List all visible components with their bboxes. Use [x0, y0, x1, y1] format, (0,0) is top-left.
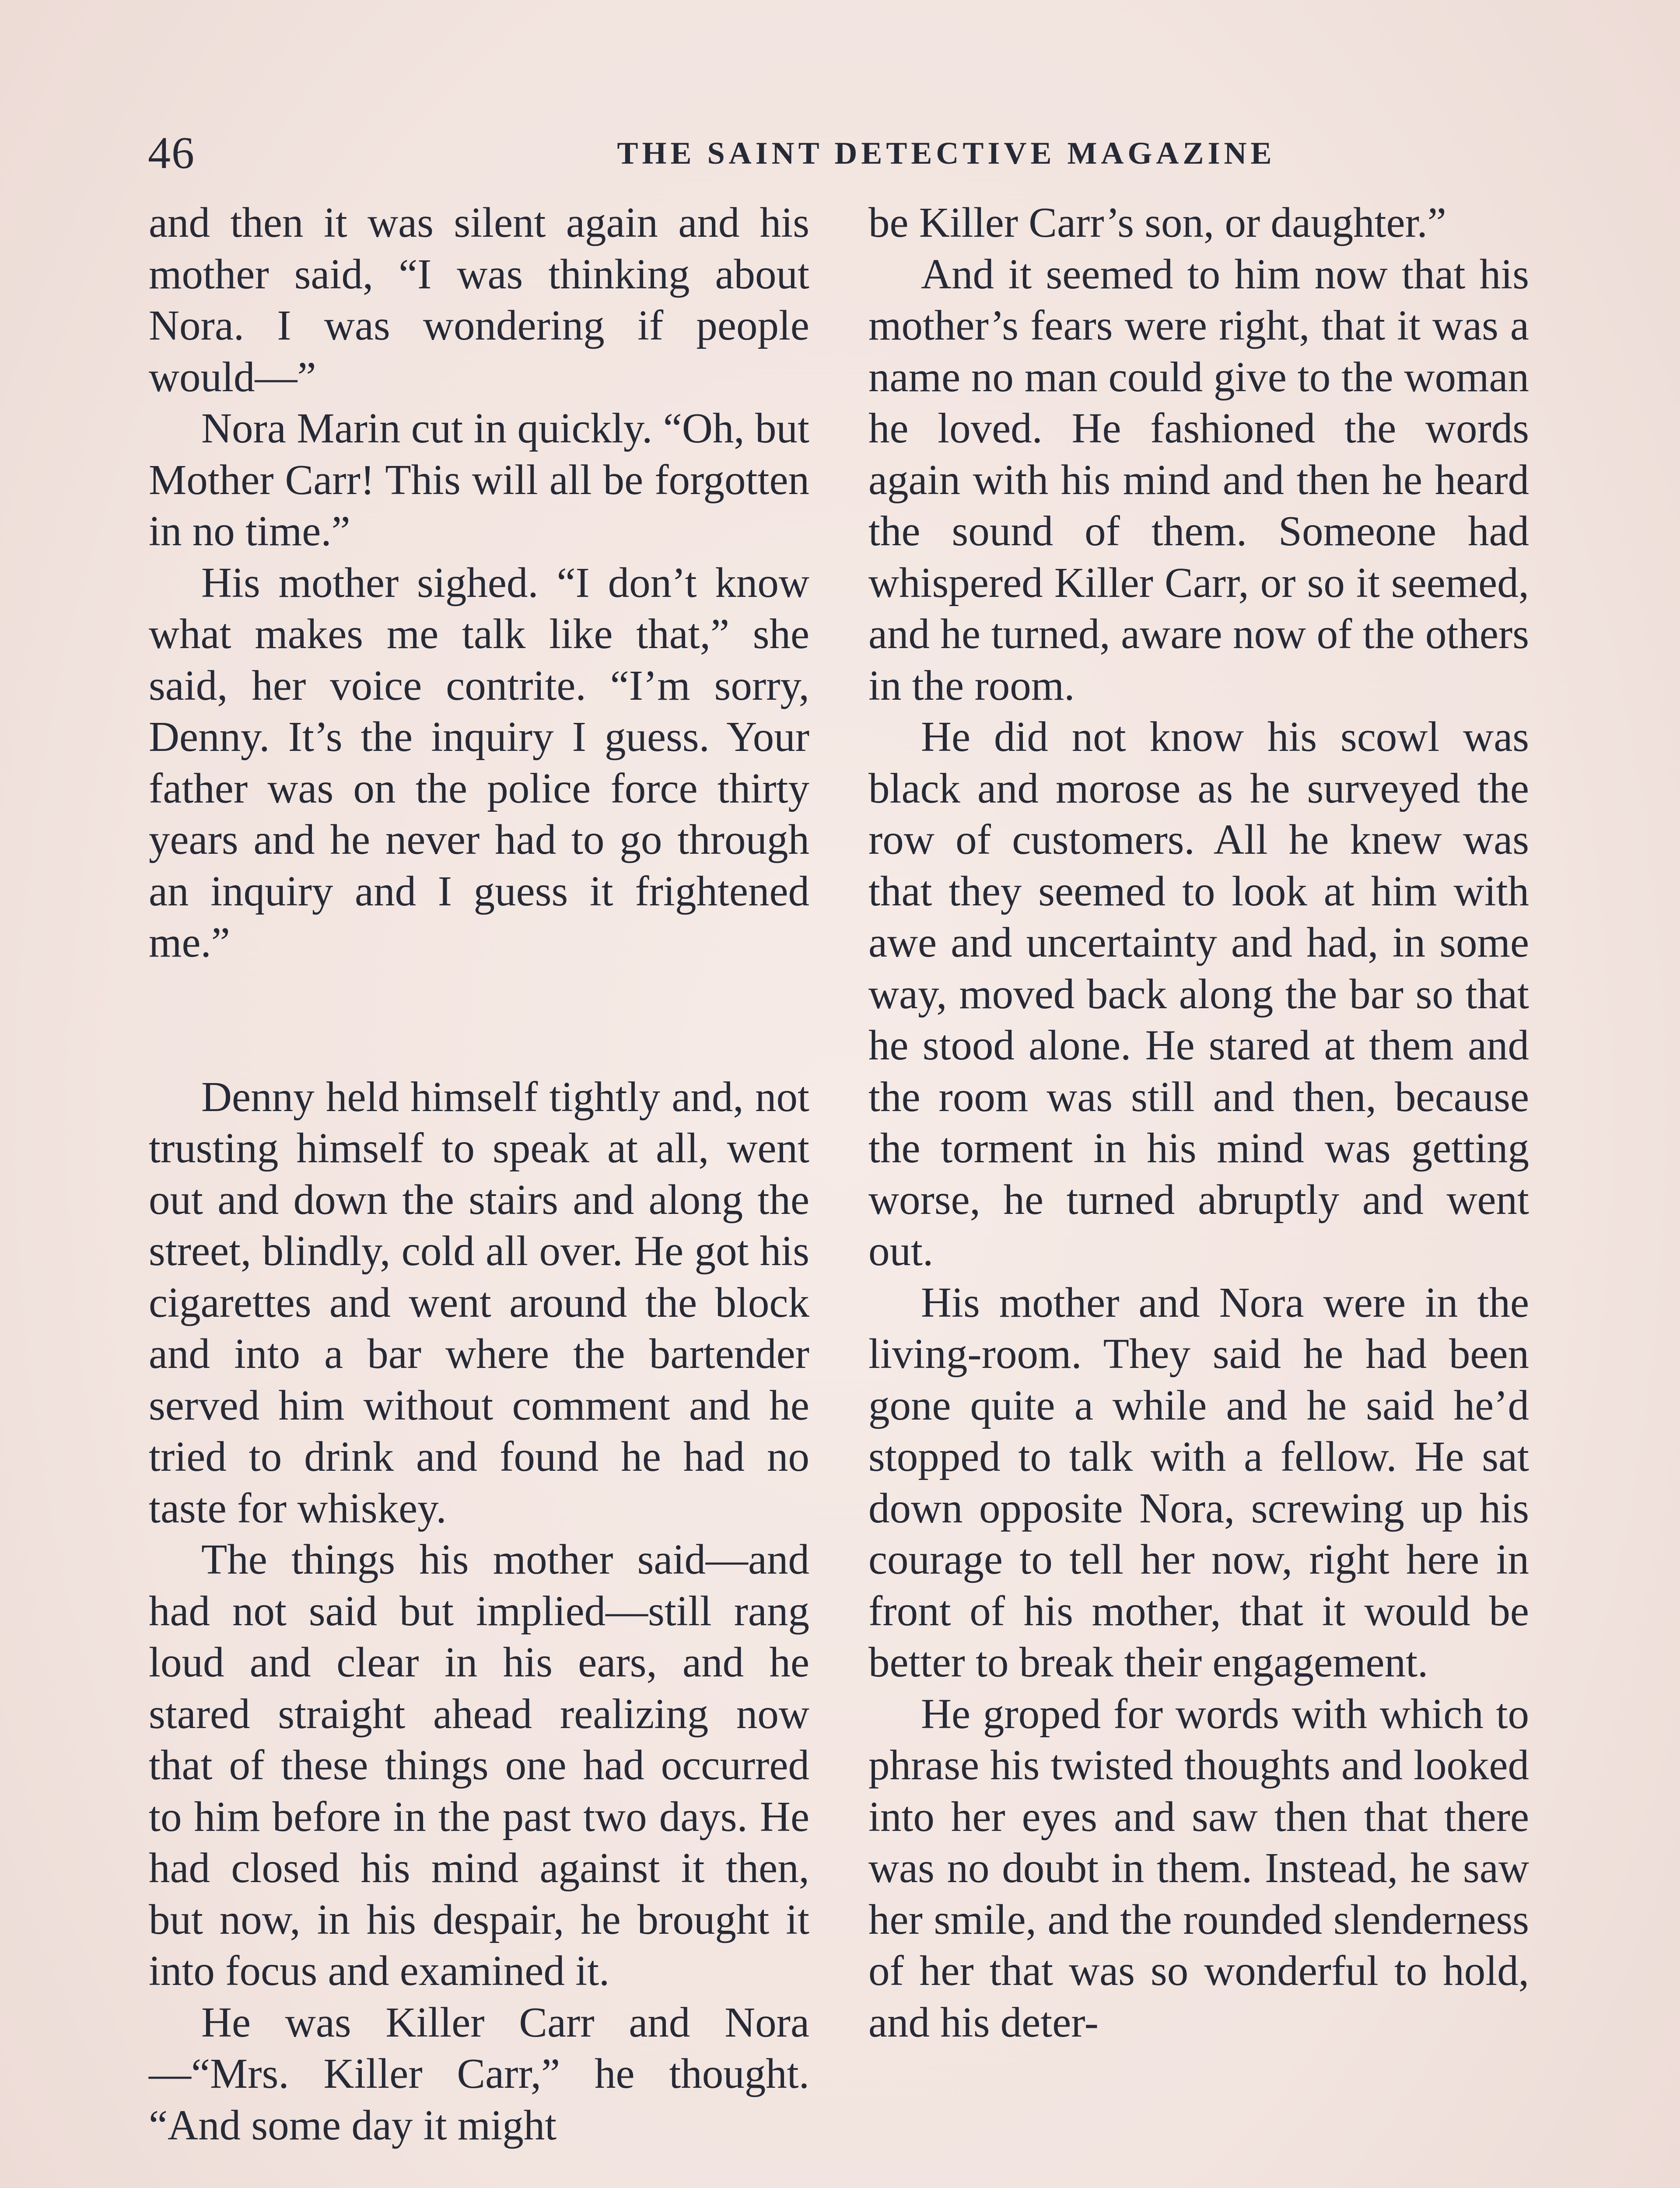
- page-number: 46: [148, 128, 195, 178]
- paragraph: And it seemed to him now that his mother’s fears were right, that it was a name no man could give to the woman he loved. He fashioned the words again with his mind and then he heard the sound of them. Someone had whispered Killer Carr, or so it seemed, and he turned, aware now of the others in the room.: [868, 250, 1529, 709]
- paragraph: His mother sighed. “I don’t know what makes me talk like that,” she said, her voice contrite. “I’m sorry, Denny. It’s the inquiry I guess. Your father was on the police force thirty years and he never had to go through an inquiry and I guess it frightened me.”: [149, 559, 809, 966]
- paragraph: and then it was silent again and his mother said, “I was thinking about Nora. I was wondering if people would—”: [149, 199, 809, 400]
- paragraph: be Killer Carr’s son, or daughter.”: [868, 199, 1446, 246]
- page-header: [148, 118, 1530, 188]
- paragraph: His mother and Nora were in the living-room. They said he had been gone quite a while and he said he’d stopped to talk with a fellow. He sat down opposite Nora, screwing up his courage to tell her now, right here in front of his mother, that it would be better to break their engagement.: [868, 1279, 1529, 1686]
- paragraph: Denny held himself tightly and, not trusting himself to speak at all, went out and down the stairs and along the street, blindly, cold all over. He got his cigarettes and went around the block and into a bar where the bartender served him without comment and he tried to drink and found he had no taste for whiskey.: [149, 1073, 809, 1532]
- paragraph: The things his mother said—and had not said but implied—still rang loud and clear in his ears, and he stared straight ahead realizing now that of these things one had occurred to him before in the past two days. He had closed his mind against it then, but now, in his despair, he brought it into focus and examined it.: [149, 1536, 809, 1994]
- right-column: [868, 197, 1529, 2048]
- paragraph: He groped for words with which to phrase his twisted thoughts and looked into her eyes and saw then that there was no doubt in them. Instead, he saw her smile, and the rounded slenderness of her that was so wonderful to hold, and his deter-: [868, 1690, 1529, 2046]
- paragraph: He did not know his scowl was black and morose as he surveyed the row of customers. All he knew was that they seemed to look at him with awe and uncertainty and had, in some way, moved back along the bar so that he stood alone. He stared at them and the room was still and then, because the torment in his mind was getting worse, he turned abruptly and went out.: [868, 713, 1529, 1274]
- paragraph: He was Killer Carr and Nora —“Mrs. Killer Carr,” he thought. “And some day it might: [149, 1999, 809, 2149]
- left-column: [149, 197, 809, 2151]
- paragraph: Nora Marin cut in quickly. “Oh, but Mother Carr! This will all be forgotten in no time.”: [149, 405, 809, 554]
- running-head: THE SAINT DETECTIVE MAGAZINE: [617, 136, 1276, 171]
